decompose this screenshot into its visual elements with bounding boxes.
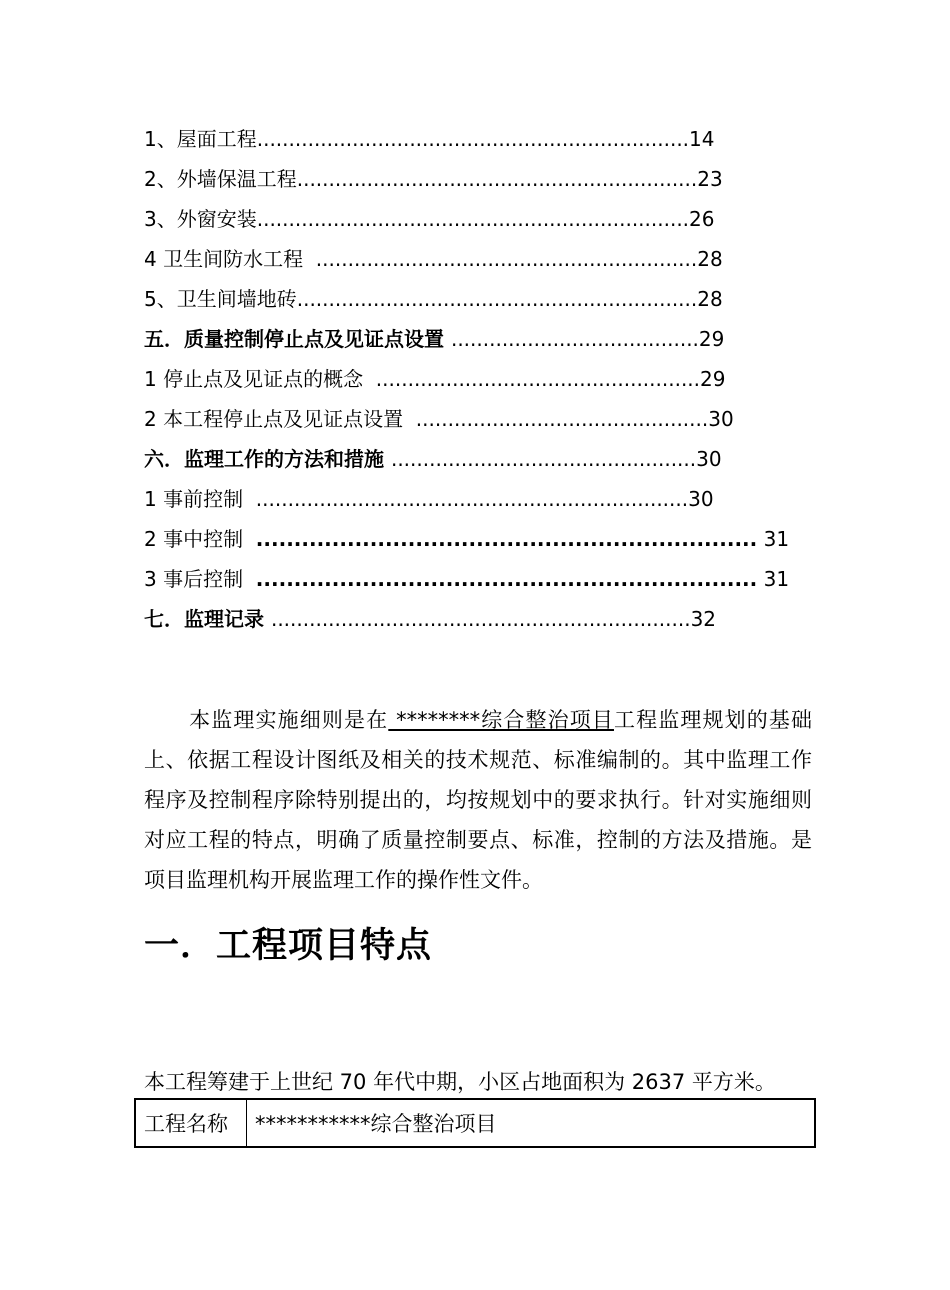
toc-entry-label: 1 停止点及见证点的概念	[144, 367, 376, 391]
toc-page-number: 26	[689, 207, 715, 231]
toc-section-entry[interactable]	[144, 604, 764, 644]
toc-entry-label: 六．监理工作的方法和措施	[144, 447, 391, 471]
toc-page-number: 31	[757, 567, 790, 591]
toc-leader-dots: ...................................................	[375, 367, 701, 391]
project-intro-text: 本工程筹建于上世纪 70 年代中期，小区占地面积为 2637 平方米。	[144, 1070, 776, 1094]
toc-section-entry[interactable]	[144, 324, 764, 364]
toc-page-number: 14	[689, 127, 715, 151]
toc-page-number: 32	[690, 607, 717, 631]
paragraph-text-start: 本监理实施细则是在	[188, 708, 389, 732]
table-key-cell: 工程名称	[135, 1099, 247, 1147]
toc-entry-label: 2 本工程停止点及见证点设置	[144, 407, 416, 431]
table-of-contents	[144, 124, 790, 644]
toc-page-number: 30	[708, 407, 734, 431]
toc-page-number: 23	[697, 167, 723, 191]
toc-leader-dots: ....................................................................	[256, 127, 690, 151]
toc-page-number: 30	[696, 447, 722, 471]
toc-entry[interactable]	[144, 404, 764, 444]
toc-entry[interactable]	[144, 244, 764, 284]
toc-page-number: 29	[700, 367, 726, 391]
toc-page-number: 30	[688, 487, 714, 511]
table-row	[135, 1099, 815, 1147]
toc-entry-label: 5、卫生间墙地砖	[144, 287, 297, 311]
toc-entry[interactable]	[144, 364, 764, 404]
toc-leader-dots: ..............................................	[415, 407, 709, 431]
toc-entry[interactable]	[144, 204, 764, 244]
toc-leader-dots: ............................................................	[315, 247, 698, 271]
paragraph-text-rest: 工程监理规划的基础上、依据工程设计图纸及相关的技术规范、标准编制的。其中监理工作程序及控制程序除特别提出的，均按规划中的要求执行。针对实施细则对应工程的特点，明确了质量控制要点、标准，控制的方法及措施。是项目监理机构开展监理工作的操作性文件。	[144, 708, 813, 892]
toc-entry-label: 五．质量控制停止点及见证点设置	[144, 327, 451, 351]
toc-entry-label: 1 事前控制	[144, 487, 256, 511]
project-info-table	[134, 1098, 816, 1148]
toc-entry[interactable]	[144, 524, 790, 564]
toc-page-number: 28	[697, 287, 723, 311]
toc-leader-dots: ..................................................................	[255, 567, 758, 591]
section-heading: 一．工程项目特点	[144, 926, 433, 966]
toc-page-number: 28	[697, 247, 723, 271]
toc-leader-dots: ..................................................................	[270, 607, 691, 631]
toc-leader-dots: .......................................	[450, 327, 699, 351]
toc-entry-label: 3、外窗安装	[144, 207, 257, 231]
toc-leader-dots: ................................................	[390, 447, 697, 471]
toc-section-entry[interactable]	[144, 444, 764, 484]
toc-entry[interactable]	[144, 284, 764, 324]
toc-entry-label: 3 事后控制	[144, 567, 256, 591]
intro-paragraph	[144, 700, 812, 900]
toc-entry[interactable]	[144, 564, 790, 604]
toc-entry[interactable]	[144, 164, 764, 204]
toc-leader-dots: ...............................................................	[296, 287, 698, 311]
toc-leader-dots: ...............................................................	[296, 167, 698, 191]
toc-entry-label: 2 事中控制	[144, 527, 256, 551]
toc-entry[interactable]	[144, 484, 764, 524]
project-name-underlined: ********综合整治项目	[388, 708, 614, 732]
toc-entry-label: 4 卫生间防水工程	[144, 247, 316, 271]
toc-entry-label: 七．监理记录	[144, 607, 271, 631]
toc-entry-label: 2、外墙保温工程	[144, 167, 297, 191]
toc-leader-dots: ....................................................................	[255, 487, 689, 511]
toc-page-number: 31	[757, 527, 790, 551]
toc-entry[interactable]	[144, 124, 764, 164]
table-value-cell: ***********综合整治项目	[247, 1099, 816, 1147]
toc-page-number: 29	[698, 327, 725, 351]
toc-leader-dots: ..................................................................	[255, 527, 758, 551]
toc-entry-label: 1、屋面工程	[144, 127, 257, 151]
toc-leader-dots: ....................................................................	[256, 207, 690, 231]
